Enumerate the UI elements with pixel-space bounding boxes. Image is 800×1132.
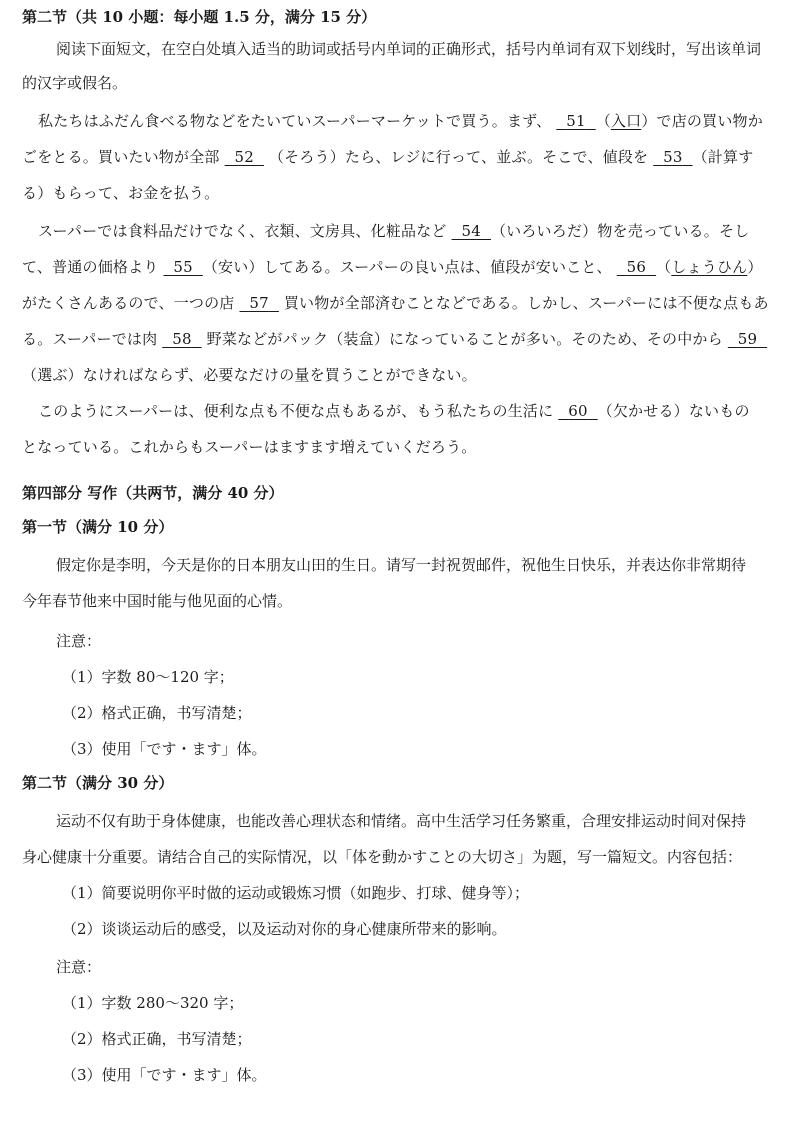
passage-text: がたくさんあるので、一つの店	[22, 294, 235, 312]
instruction-line-1: 阅读下面短文，在空白处填入适当的助词或括号内单词的正确形式，括号内单词有双下划线时，写出该单词	[56, 40, 762, 58]
blank-52: 52	[234, 148, 255, 166]
writing-1-prompt: 今年春节他来中国时能与他见面的心情。	[22, 592, 293, 610]
writing-1-note-label: 注意：	[56, 632, 102, 650]
writing-2-content: （2）谈谈运动后的感受，以及运动对你的身心健康所带来的影响。	[62, 920, 507, 938]
writing-1-note: （1）字数 80～120 字；	[62, 668, 234, 686]
hint-word: しょうひん	[671, 258, 748, 276]
blank-55: 55	[173, 258, 193, 276]
blank-56: 56	[626, 258, 647, 276]
writing-1-prompt: 假定你是李明，今天是你的日本朋友山田的生日。请写一封祝贺邮件，祝他生日快乐，并表达你非常期待	[56, 556, 747, 574]
blank-51: 51	[566, 112, 586, 130]
passage-line	[38, 220, 778, 242]
passage-line: て、普通の価格より 55 （安い）してある。スーパーの良い点は、値段が安いこと、 56 （しょうひん）	[22, 258, 763, 276]
passage-text: （そろう）たら、レジに行って、並ぶ。そこで、値段を	[268, 148, 649, 166]
instruction-line-2: 的汉字或假名。	[22, 74, 128, 92]
blank-58: 58	[172, 330, 192, 348]
writing-2-note: （1）字数 280～320 字；	[62, 994, 244, 1012]
writing-2-header: 第二节（满分 30 分）	[22, 774, 174, 792]
passage-line	[38, 400, 778, 422]
blank-54: 54	[461, 222, 482, 240]
blank-53: 53	[663, 148, 683, 166]
passage-text: ごをとる。買いたい物が全部	[22, 148, 220, 166]
passage-line: （選ぶ）なければならず、必要なだけの量を買うことができない。	[22, 366, 477, 384]
section-2-header: 第二节（共 10 小题：每小题 1.5 分，满分 15 分）	[22, 8, 377, 26]
passage-text: （安い）してある。スーパーの良い点は、値段が安いこと、	[202, 258, 612, 276]
passage-line	[22, 292, 778, 314]
passage-line	[22, 146, 778, 168]
writing-2-note-label: 注意：	[56, 958, 102, 976]
writing-2-note: （3）使用「です・ます」体。	[62, 1066, 267, 1084]
blank-57: 57	[249, 294, 269, 312]
blank-60: 60	[568, 402, 588, 420]
writing-2-prompt: 身心健康十分重要。请结合自己的实际情况，以「体を動かすことの大切さ」为题，写一篇短文。内容包括：	[22, 848, 743, 866]
passage-text: このようにスーパーは、便利な点も不便な点もあるが、もう私たちの生活に	[38, 402, 554, 420]
writing-1-note: （3）使用「です・ます」体。	[62, 740, 267, 758]
writing-2-note: （2）格式正确，书写清楚；	[62, 1030, 252, 1048]
passage-line: る）もらって、お金を払う。	[22, 184, 220, 202]
passage-line	[22, 328, 778, 350]
passage-text: （欠かせる）ないもの	[597, 402, 750, 420]
passage-text: 私たちはふだん食べる物などをたいていスーパーマーケットで買う。まず、	[38, 112, 552, 130]
writing-2-prompt: 运动不仅有助于身体健康，也能改善心理状态和情绪。高中生活学习任务繁重，合理安排运动时间对保持	[56, 812, 747, 830]
passage-line: となっている。これからもスーパーはますます増えていくだろう。	[22, 438, 477, 456]
passage-text: 野菜などがパック（装盒）になっていることが多い。そのため、その中から	[206, 330, 723, 348]
passage-text: スーパーでは食料品だけでなく、衣類、文房具、化粧品など	[38, 222, 447, 240]
passage-text: 買い物が全部済むことなどである。しかし、スーパーには不便な点もあ	[283, 294, 769, 312]
writing-1-header: 第一节（满分 10 分）	[22, 518, 174, 536]
passage-text: る。スーパーでは肉	[22, 330, 158, 348]
blank-59: 59	[737, 330, 758, 348]
hint-word: 入口	[610, 112, 642, 130]
passage-text: （いろいろだ）物を売っている。そし	[490, 222, 750, 240]
writing-2-content: （1）简要说明你平时做的运动或锻炼习惯（如跑步、打球、健身等）；	[62, 884, 530, 902]
part-4-header: 第四部分 写作（共两节，满分 40 分）	[22, 484, 284, 502]
passage-text: （計算す	[692, 148, 754, 166]
passage-line: 私たちはふだん食べる物などをたいていスーパーマーケットで買う。まず、 51 （入口）で店の買い物か	[38, 112, 763, 130]
passage-text: て、普通の価格より	[22, 258, 159, 276]
passage-text: で店の買い物か	[656, 112, 763, 130]
writing-1-note: （2）格式正确，书写清楚；	[62, 704, 252, 722]
